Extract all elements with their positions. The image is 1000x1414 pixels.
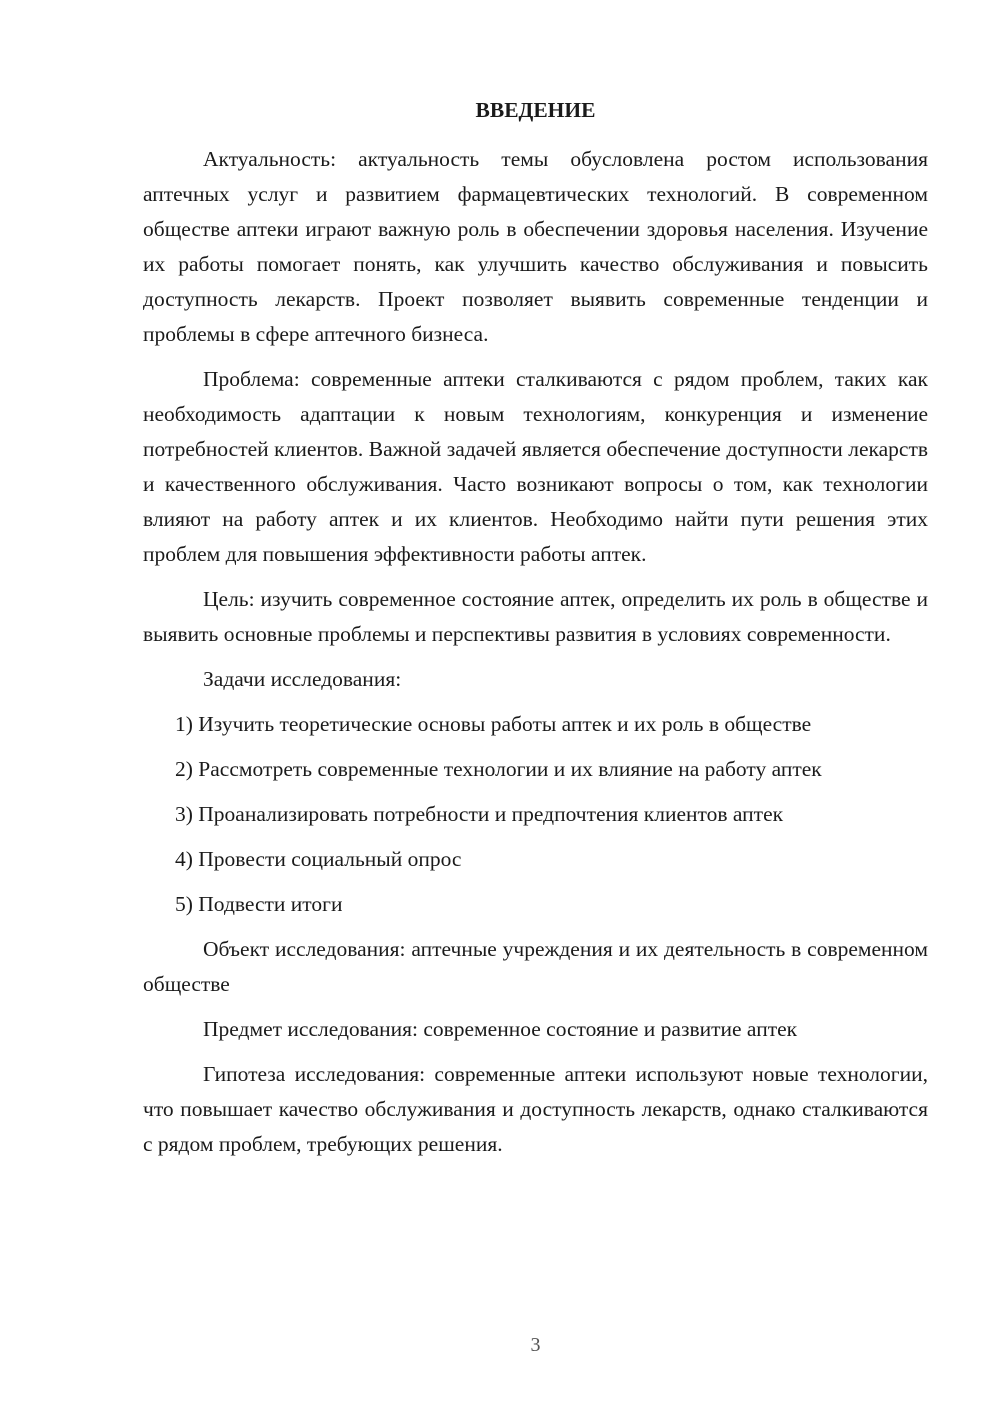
task-item: 3) Проанализировать потребности и предпочтения клиентов аптек — [175, 802, 784, 826]
document-page — [143, 0, 928, 1414]
goal-paragraph: Цель: изучить современное состояние аптек, определить их роль в обществе и выявить основные проблемы и перспективы развития в условиях современности. — [143, 587, 928, 646]
task-item: 1) Изучить теоретические основы работы аптек и их роль в обществе — [175, 712, 812, 736]
object-paragraph: Объект исследования: аптечные учреждения и их деятельность в современном обществе — [143, 937, 928, 996]
page-title: ВВЕДЕНИЕ — [475, 98, 596, 122]
task-item: 2) Рассмотреть современные технологии и их влияние на работу аптек — [175, 757, 822, 781]
problem-paragraph: Проблема: современные аптеки сталкиваются с рядом проблем, таких как необходимость адаптации к новым технологиям, конкуренция и изменение потребностей клиентов. Важной задачей является обеспечение доступности лекарств и качественного обслуживания. Часто возникают вопросы о том, как технологии влияют на работу аптек и их клиентов. Необходимо найти пути решения этих проблем для повышения эффективности работы аптек. — [143, 367, 928, 566]
page-number: 3 — [530, 1334, 541, 1356]
document-body — [143, 142, 928, 1172]
relevance-paragraph: Актуальность: актуальность темы обусловлена ростом использования аптечных услуг и развитием фармацевтических технологий. В современном обществе аптеки играют важную роль в обеспечении здоровья населения. Изучение их работы помогает понять, как улучшить качество обслуживания и повысить доступность лекарств. Проект позволяет выявить современные тенденции и проблемы в сфере аптечного бизнеса. — [143, 147, 928, 346]
task-item: 4) Провести социальный опрос — [175, 847, 462, 871]
task-item: 5) Подвести итоги — [175, 892, 343, 916]
hypothesis-paragraph: Гипотеза исследования: современные аптеки используют новые технологии, что повышает качество обслуживания и доступность лекарств, однако сталкиваются с рядом проблем, требующих решения. — [143, 1062, 928, 1156]
tasks-heading: Задачи исследования: — [203, 667, 402, 691]
subject-paragraph: Предмет исследования: современное состояние и развитие аптек — [203, 1017, 798, 1041]
